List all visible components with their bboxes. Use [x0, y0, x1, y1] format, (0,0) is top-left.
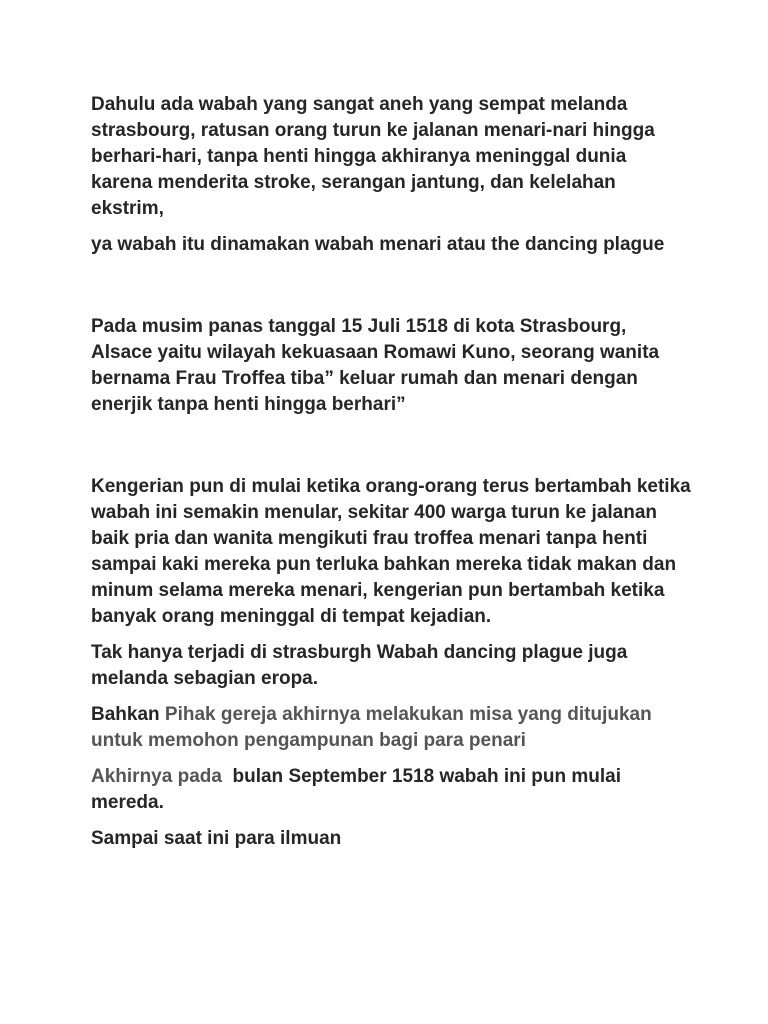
paragraph-bahkan: [91, 702, 691, 754]
bahkan-lead: Bahkan: [91, 704, 165, 725]
paragraph-ilmuan: Sampai saat ini para ilmuan: [91, 828, 342, 849]
akhirnya-rest: bulan September 1518 wabah ini pun mulai mereda.: [91, 766, 627, 813]
akhirnya-lead: Akhirnya pada: [91, 766, 228, 787]
paragraph-eropa: Tak hanya terjadi di strasburgh Wabah dancing plague juga melanda sebagian eropa.: [91, 642, 633, 689]
paragraph-kengerian: Kengerian pun di mulai ketika orang-orang terus bertambah ketika wabah ini semakin menular, sekitar 400 warga turun ke jalanan baik pria dan wanita mengikuti frau troffea menari tanpa henti sampai kaki mereka pun terluka bahkan mereka tidak makan dan minum selama mereka menari, kengerian pun bertambah ketika banyak orang meninggal di tempat kejadian.: [91, 476, 696, 627]
paragraph-intro: Dahulu ada wabah yang sangat aneh yang sempat melanda strasbourg, ratusan orang turun ke jalanan menari-nari hingga berhari-hari, tanpa henti hingga akhiranya meninggal dunia karena menderita stroke, serangan jantung, dan kelelahan ekstrim,: [91, 94, 661, 219]
paragraph-dancing-plague: ya wabah itu dinamakan wabah menari atau the dancing plague: [91, 234, 665, 255]
blank-line: [91, 428, 691, 474]
document-body: [91, 92, 696, 862]
paragraph-frau-troffea: Pada musim panas tanggal 15 Juli 1518 di kota Strasbourg, Alsace yaitu wilayah kekuasaan Romawi Kuno, seorang wanita bernama Frau Troffea tiba” keluar rumah dan menari dengan enerjik tanpa henti hingga berhari”: [91, 316, 665, 415]
blank-line: [91, 268, 691, 314]
bahkan-rest: Pihak gereja akhirnya melakukan misa yang ditujukan untuk memohon pengampunan bagi para penari: [91, 704, 658, 751]
paragraph-akhirnya: [91, 764, 691, 816]
